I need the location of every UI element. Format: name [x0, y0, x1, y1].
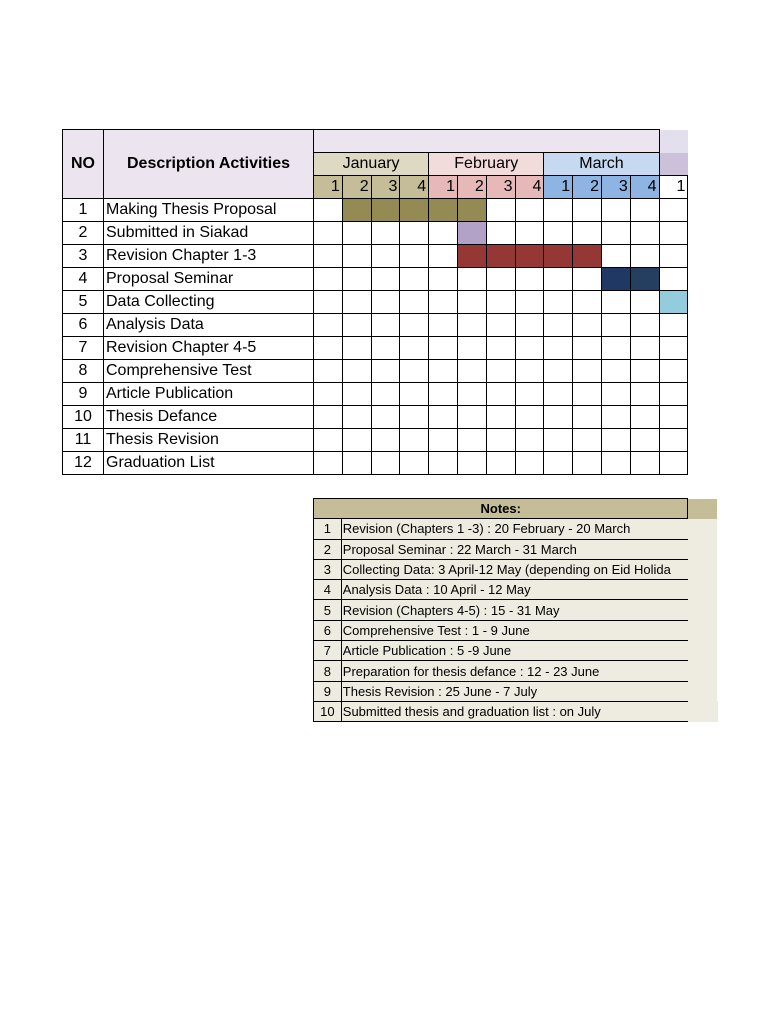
activity-name: Analysis Data: [104, 314, 314, 337]
week-header: 4: [515, 176, 544, 199]
gantt-cell: [486, 268, 515, 291]
activity-number: 4: [63, 268, 104, 291]
gantt-cell: [601, 337, 630, 360]
gantt-cell: [400, 383, 429, 406]
note-ext: [688, 580, 718, 600]
gantt-cell: [544, 222, 573, 245]
gantt-cell: [573, 268, 602, 291]
gantt-bar-cell: [659, 291, 688, 314]
gantt-cell: [314, 383, 343, 406]
list-item: [314, 519, 718, 539]
gantt-cell: [573, 452, 602, 475]
note-number: 10: [314, 701, 342, 721]
gantt-cell: [371, 429, 400, 452]
gantt-cell: [515, 452, 544, 475]
table-row: [63, 199, 688, 222]
activity-number: 5: [63, 291, 104, 314]
note-text: Revision (Chapters 1 -3) : 20 February - 20 March: [341, 519, 688, 539]
note-text: Proposal Seminar : 22 March - 31 March: [341, 539, 688, 559]
gantt-bar-cell: [457, 222, 486, 245]
note-ext: [688, 519, 718, 539]
gantt-cell: [400, 222, 429, 245]
list-item: [314, 701, 718, 721]
note-text: Revision (Chapters 4-5) : 15 - 31 May: [341, 600, 688, 620]
gantt-cell: [342, 291, 371, 314]
gantt-cell: [544, 337, 573, 360]
gantt-cell: [486, 314, 515, 337]
table-row: [63, 360, 688, 383]
gantt-cell: [486, 199, 515, 222]
gantt-cell: [457, 429, 486, 452]
header-row-top: [63, 130, 688, 153]
gantt-cell: [371, 406, 400, 429]
gantt-cell: [371, 383, 400, 406]
gantt-cell: [630, 337, 659, 360]
gantt-cell: [573, 360, 602, 383]
gantt-cell: [630, 406, 659, 429]
gantt-cell: [601, 314, 630, 337]
gantt-cell: [342, 383, 371, 406]
note-ext: [688, 539, 718, 559]
note-number: 7: [314, 641, 342, 661]
note-ext: [688, 701, 718, 721]
gantt-cell: [342, 337, 371, 360]
notes-header-row: [314, 499, 718, 519]
gantt-cell: [342, 360, 371, 383]
activity-name: Revision Chapter 1-3: [104, 245, 314, 268]
activity-name: Proposal Seminar: [104, 268, 314, 291]
gantt-cell: [515, 222, 544, 245]
gantt-cell: [659, 268, 688, 291]
gantt-cell: [400, 452, 429, 475]
gantt-cell: [314, 452, 343, 475]
list-item: [314, 559, 718, 579]
week-header: 3: [486, 176, 515, 199]
gantt-cell: [486, 383, 515, 406]
gantt-cell: [544, 199, 573, 222]
gantt-bar-cell: [544, 245, 573, 268]
gantt-cell: [371, 314, 400, 337]
activity-name: Graduation List: [104, 452, 314, 475]
note-number: 6: [314, 620, 342, 640]
list-item: [314, 580, 718, 600]
table-row: [63, 429, 688, 452]
gantt-cell: [429, 452, 458, 475]
gantt-cell: [457, 291, 486, 314]
gantt-cell: [457, 360, 486, 383]
gantt-bar-cell: [573, 245, 602, 268]
gantt-cell: [659, 199, 688, 222]
gantt-cell: [457, 314, 486, 337]
gantt-cell: [515, 429, 544, 452]
gantt-cell: [371, 337, 400, 360]
gantt-cell: [314, 222, 343, 245]
gantt-bar-cell: [457, 199, 486, 222]
gantt-cell: [601, 406, 630, 429]
activity-number: 7: [63, 337, 104, 360]
list-item: [314, 661, 718, 681]
gantt-cell: [314, 337, 343, 360]
gantt-cell: [400, 360, 429, 383]
gantt-cell: [573, 291, 602, 314]
month-header-next: [659, 153, 688, 176]
gantt-cell: [573, 406, 602, 429]
gantt-cell: [573, 314, 602, 337]
gantt-cell: [601, 199, 630, 222]
notes-heading-ext: [688, 499, 718, 519]
gantt-cell: [371, 245, 400, 268]
note-ext: [688, 620, 718, 640]
gantt-cell: [659, 314, 688, 337]
week-header: 1: [429, 176, 458, 199]
gantt-cell: [486, 337, 515, 360]
gantt-cell: [429, 429, 458, 452]
table-row: [63, 222, 688, 245]
gantt-cell: [515, 314, 544, 337]
gantt-cell: [457, 268, 486, 291]
header-band-ext: [659, 130, 688, 153]
gantt-cell: [342, 222, 371, 245]
gantt-bar-cell: [342, 199, 371, 222]
gantt-cell: [515, 406, 544, 429]
activity-name: Thesis Defance: [104, 406, 314, 429]
table-row: [63, 291, 688, 314]
activity-number: 3: [63, 245, 104, 268]
gantt-cell: [342, 452, 371, 475]
gantt-cell: [457, 406, 486, 429]
gantt-chart: [62, 129, 718, 481]
gantt-cell: [601, 222, 630, 245]
gantt-cell: [457, 337, 486, 360]
table-row: [63, 383, 688, 406]
list-item: [314, 539, 718, 559]
list-item: [314, 600, 718, 620]
note-number: 2: [314, 539, 342, 559]
gantt-cell: [630, 452, 659, 475]
gantt-cell: [630, 291, 659, 314]
gantt-cell: [544, 383, 573, 406]
note-ext: [688, 661, 718, 681]
notes-panel: [313, 498, 718, 722]
gantt-cell: [601, 360, 630, 383]
note-text: Submitted thesis and graduation list : on July: [341, 701, 688, 721]
gantt-cell: [314, 199, 343, 222]
gantt-cell: [630, 314, 659, 337]
gantt-cell: [486, 291, 515, 314]
gantt-cell: [429, 245, 458, 268]
gantt-cell: [515, 360, 544, 383]
gantt-cell: [544, 452, 573, 475]
gantt-bar-cell: [486, 245, 515, 268]
activity-number: 12: [63, 452, 104, 475]
note-text: Preparation for thesis defance : 12 - 23 June: [341, 661, 688, 681]
gantt-cell: [515, 199, 544, 222]
activity-name: Submitted in Siakad: [104, 222, 314, 245]
table-row: [63, 452, 688, 475]
gantt-cell: [630, 199, 659, 222]
gantt-cell: [659, 245, 688, 268]
activity-name: Making Thesis Proposal: [104, 199, 314, 222]
month-header: January: [314, 153, 429, 176]
gantt-cell: [371, 268, 400, 291]
activity-name: Revision Chapter 4-5: [104, 337, 314, 360]
gantt-cell: [573, 337, 602, 360]
header-band: [314, 130, 660, 153]
month-header: March: [544, 153, 659, 176]
gantt-cell: [457, 383, 486, 406]
gantt-bar-cell: [630, 268, 659, 291]
gantt-cell: [544, 291, 573, 314]
week-header: 2: [573, 176, 602, 199]
gantt-cell: [515, 337, 544, 360]
gantt-cell: [400, 429, 429, 452]
gantt-cell: [400, 406, 429, 429]
note-ext: [688, 600, 718, 620]
gantt-cell: [314, 245, 343, 268]
notes-table: [313, 498, 718, 722]
gantt-cell: [659, 383, 688, 406]
gantt-cell: [429, 406, 458, 429]
note-number: 1: [314, 519, 342, 539]
gantt-cell: [544, 314, 573, 337]
gantt-cell: [630, 429, 659, 452]
gantt-cell: [429, 222, 458, 245]
gantt-cell: [573, 222, 602, 245]
week-header: 3: [601, 176, 630, 199]
gantt-cell: [371, 452, 400, 475]
gantt-table: [62, 129, 688, 475]
gantt-bar-cell: [371, 199, 400, 222]
gantt-cell: [400, 268, 429, 291]
activity-number: 1: [63, 199, 104, 222]
note-number: 4: [314, 580, 342, 600]
week-header: 3: [371, 176, 400, 199]
header-no: NO: [63, 130, 104, 199]
gantt-cell: [630, 245, 659, 268]
header-description: Description Activities: [104, 130, 314, 199]
gantt-bar-cell: [601, 268, 630, 291]
activity-name: Data Collecting: [104, 291, 314, 314]
gantt-cell: [400, 291, 429, 314]
gantt-cell: [371, 222, 400, 245]
gantt-cell: [659, 337, 688, 360]
activity-name: Thesis Revision: [104, 429, 314, 452]
week-header: 4: [630, 176, 659, 199]
gantt-cell: [314, 291, 343, 314]
title-area: [0, 70, 688, 120]
table-row: [63, 337, 688, 360]
gantt-cell: [659, 222, 688, 245]
gantt-cell: [544, 406, 573, 429]
gantt-cell: [486, 452, 515, 475]
notes-heading: Notes:: [314, 499, 688, 519]
note-text: Collecting Data: 3 April-12 May (depending on Eid Holida: [341, 559, 688, 579]
gantt-cell: [573, 429, 602, 452]
gantt-cell: [659, 360, 688, 383]
activity-number: 9: [63, 383, 104, 406]
gantt-cell: [630, 383, 659, 406]
gantt-cell: [486, 429, 515, 452]
gantt-cell: [429, 360, 458, 383]
gantt-cell: [342, 429, 371, 452]
gantt-cell: [429, 314, 458, 337]
note-number: 9: [314, 681, 342, 701]
gantt-cell: [659, 452, 688, 475]
table-row: [63, 245, 688, 268]
gantt-cell: [486, 360, 515, 383]
week-header: 1: [314, 176, 343, 199]
gantt-cell: [601, 429, 630, 452]
gantt-cell: [429, 383, 458, 406]
gantt-cell: [429, 291, 458, 314]
gantt-cell: [630, 222, 659, 245]
gantt-cell: [515, 291, 544, 314]
gantt-cell: [486, 222, 515, 245]
note-text: Thesis Revision : 25 June - 7 July: [341, 681, 688, 701]
note-text: Article Publication : 5 -9 June: [341, 641, 688, 661]
gantt-bar-cell: [400, 199, 429, 222]
week-header: 4: [400, 176, 429, 199]
gantt-cell: [573, 199, 602, 222]
note-ext: [688, 681, 718, 701]
gantt-cell: [544, 429, 573, 452]
table-row: [63, 268, 688, 291]
gantt-cell: [314, 429, 343, 452]
list-item: [314, 681, 718, 701]
week-header: 1: [659, 176, 688, 199]
month-header: February: [429, 153, 544, 176]
note-number: 3: [314, 559, 342, 579]
table-row: [63, 406, 688, 429]
gantt-cell: [601, 383, 630, 406]
gantt-cell: [314, 360, 343, 383]
gantt-cell: [515, 383, 544, 406]
gantt-cell: [342, 268, 371, 291]
note-ext: [688, 559, 718, 579]
gantt-cell: [400, 337, 429, 360]
gantt-bar-cell: [515, 245, 544, 268]
activity-name: Comprehensive Test: [104, 360, 314, 383]
gantt-cell: [342, 314, 371, 337]
gantt-cell: [659, 429, 688, 452]
gantt-cell: [429, 268, 458, 291]
activity-number: 8: [63, 360, 104, 383]
gantt-cell: [601, 245, 630, 268]
note-number: 5: [314, 600, 342, 620]
week-header: 2: [342, 176, 371, 199]
gantt-cell: [371, 291, 400, 314]
gantt-cell: [314, 268, 343, 291]
note-text: Analysis Data : 10 April - 12 May: [341, 580, 688, 600]
gantt-cell: [544, 360, 573, 383]
gantt-cell: [342, 245, 371, 268]
gantt-cell: [601, 452, 630, 475]
gantt-cell: [457, 452, 486, 475]
gantt-cell: [400, 314, 429, 337]
list-item: [314, 641, 718, 661]
gantt-cell: [659, 406, 688, 429]
gantt-bar-cell: [457, 245, 486, 268]
note-ext: [688, 641, 718, 661]
activity-number: 2: [63, 222, 104, 245]
gantt-cell: [573, 383, 602, 406]
gantt-cell: [544, 268, 573, 291]
activity-number: 6: [63, 314, 104, 337]
note-number: 8: [314, 661, 342, 681]
activity-number: 11: [63, 429, 104, 452]
gantt-cell: [630, 360, 659, 383]
list-item: [314, 620, 718, 640]
activity-number: 10: [63, 406, 104, 429]
gantt-cell: [601, 291, 630, 314]
gantt-cell: [314, 406, 343, 429]
gantt-bar-cell: [429, 199, 458, 222]
gantt-cell: [429, 337, 458, 360]
note-text: Comprehensive Test : 1 - 9 June: [341, 620, 688, 640]
week-header: 2: [457, 176, 486, 199]
table-row: [63, 314, 688, 337]
gantt-cell: [342, 406, 371, 429]
gantt-cell: [486, 406, 515, 429]
gantt-cell: [400, 245, 429, 268]
activity-name: Article Publication: [104, 383, 314, 406]
gantt-cell: [371, 360, 400, 383]
gantt-cell: [314, 314, 343, 337]
week-header: 1: [544, 176, 573, 199]
gantt-cell: [515, 268, 544, 291]
